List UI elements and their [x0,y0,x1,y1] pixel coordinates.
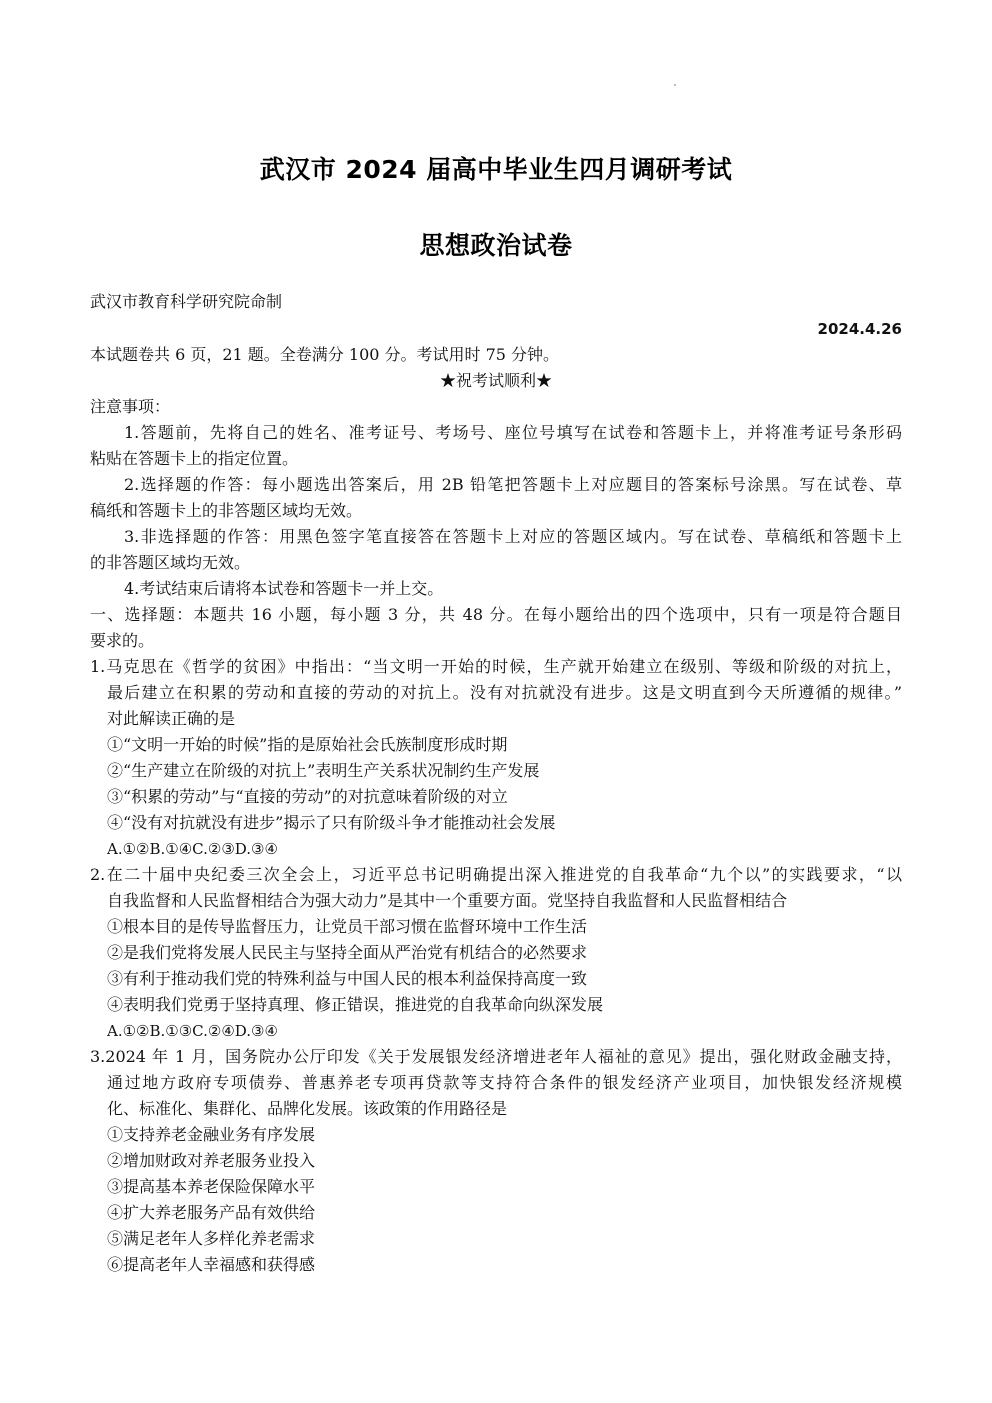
question-3-option: ②增加财政对养老服务业投入 [107,1151,316,1170]
question-3-stem: 3.2024 年 1 月，国务院办公厅印发《关于发展银发经济增进老年人福祉的意见》提出，强化财政金融支持， [90,1047,902,1066]
section-heading: 一、选择题：本题共 16 小题，每小题 3 分，共 48 分。在每小题给出的四个选项中，只有一项是符合题目 [90,605,902,624]
section-heading: 要求的。 [90,631,155,650]
question-3-option: ④扩大养老服务产品有效供给 [107,1203,316,1222]
question-3-stem: 化、标准化、集群化、品牌化发展。该政策的作用路径是 [107,1099,508,1118]
question-2-stem: 自我监督和人民监督相结合为强大动力”是其中一个重要方面。党坚持自我监督和人民监督相结合 [107,891,788,910]
question-3-option: ③提高基本养老保险保障水平 [107,1177,316,1196]
note-line: 粘贴在答题卡上的指定位置。 [90,449,299,468]
question-2-option: ②是我们党将发展人民民主与坚持全面从严治党有机结合的必然要求 [107,943,588,962]
question-1-stem: 对此解读正确的是 [107,709,236,728]
note-line: 1.答题前，先将自己的姓名、准考证号、考场号、座位号填写在试卷和答题卡上，并将准考证号条形码 [124,423,902,442]
question-1-choices: A.①②B.①④C.②③D.③④ [107,840,278,858]
blessing: ★祝考试顺利★ [439,371,552,390]
note-line: 3.非选择题的作答：用黑色签字笔直接答在答题卡上对应的答题区域内。写在试卷、草稿纸和答题卡上 [124,527,902,546]
question-1-stem: 最后建立在积累的劳动和直接的劳动的对抗上。没有对抗就没有进步。这是文明直到今天所遵循的规律。” [107,683,902,702]
question-3-option: ①支持养老金融业务有序发展 [107,1125,316,1144]
note-line: 的非答题区域均无效。 [90,553,251,572]
question-1-option: ③“积累的劳动”与“直接的劳动”的对抗意味着阶级的对立 [107,787,508,806]
question-2-stem: 2.在二十届中央纪委三次全会上，习近平总书记明确提出深入推进党的自我革命“九个以”的实践要求，“以 [90,865,902,884]
question-1-stem: 1.马克思在《哲学的贫困》中指出：“当文明一开始的时候，生产就开始建立在级别、等级和阶级的对抗上， [90,657,902,676]
question-2-option: ①根本目的是传导监督压力，让党员干部习惯在监督环境中工作生活 [107,917,588,936]
question-3-option: ⑤满足老年人多样化养老需求 [107,1229,316,1248]
question-2-option: ③有利于推动我们党的特殊利益与中国人民的根本利益保持高度一致 [107,969,588,988]
scan-dot [674,84,676,86]
question-3-stem: 通过地方政府专项债券、普惠养老专项再贷款等支持符合条件的银发经济产业项目，加快银发经济规模 [107,1073,902,1092]
note-line: 2.选择题的作答：每小题选出答案后，用 2B 铅笔把答题卡上对应题目的答案标号涂黑。写在试卷、草 [124,475,902,494]
exam-title: 武汉市 2024 届高中毕业生四月调研考试 [259,155,733,184]
question-2-choices: A.①②B.①③C.②④D.③④ [107,1022,278,1040]
exam-info: 本试题卷共 6 页，21 题。全卷满分 100 分。考试用时 75 分钟。 [90,345,560,364]
notes-heading: 注意事项： [90,397,171,416]
question-3-option: ⑥提高老年人幸福感和获得感 [107,1255,316,1274]
question-1-option: ④“没有对抗就没有进步”揭示了只有阶级斗争才能推动社会发展 [107,813,556,832]
exam-subtitle: 思想政治试卷 [419,231,573,260]
note-line: 稿纸和答题卡上的非答题区域均无效。 [90,501,363,520]
note-line: 4.考试结束后请将本试卷和答题卡一并上交。 [124,579,444,598]
question-1-option: ②“生产建立在阶级的对抗上”表明生产关系状况制约生产发展 [107,761,540,780]
exam-date: 2024.4.26 [817,320,902,338]
question-1-option: ①“文明一开始的时候”指的是原始社会氏族制度形成时期 [107,735,508,754]
issuer: 武汉市教育科学研究院命制 [90,292,283,311]
question-2-option: ④表明我们党勇于坚持真理、修正错误，推进党的自我革命向纵深发展 [107,995,604,1014]
